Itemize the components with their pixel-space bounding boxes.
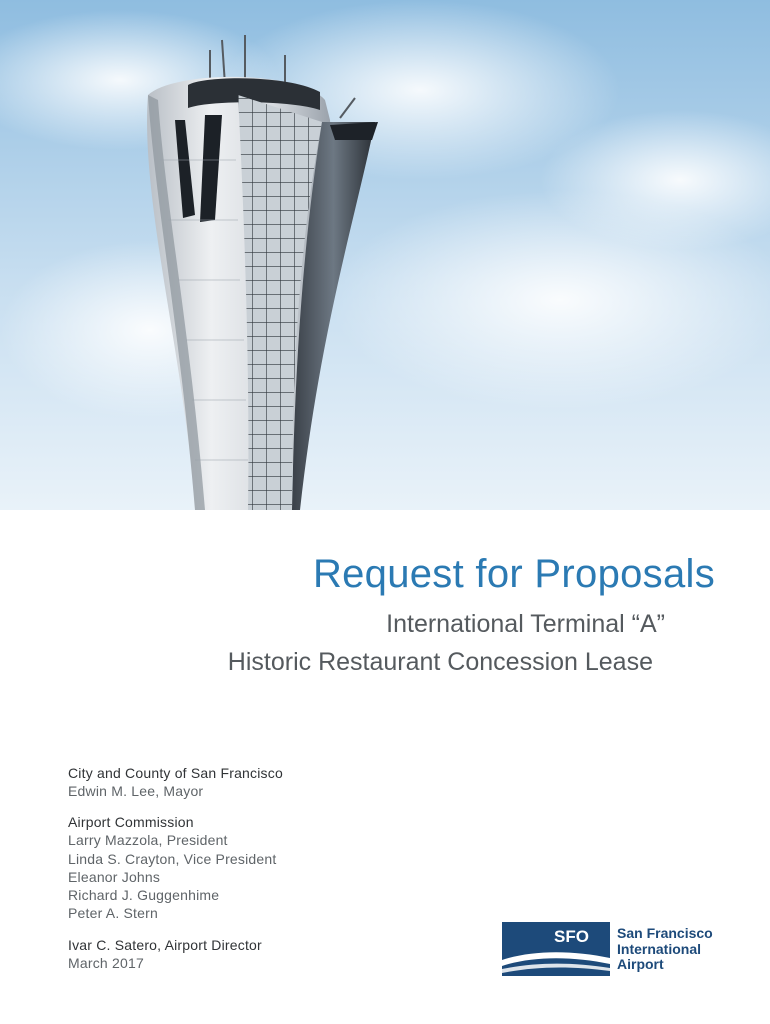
document-date: March 2017 <box>68 954 144 971</box>
commissioner-name: Larry Mazzola, President <box>68 832 228 849</box>
logo-line: San Francisco <box>617 925 713 941</box>
commissioner-name: Richard J. Guggenhime <box>68 887 220 904</box>
city-heading: City and County of San Francisco <box>68 765 283 781</box>
sfo-logo <box>502 922 732 978</box>
subtitle-terminal: International Terminal “A” <box>386 610 665 638</box>
mayor-name: Edwin M. Lee, Mayor <box>68 783 204 799</box>
commission-heading: Airport Commission <box>68 814 194 831</box>
hero-image <box>0 0 770 510</box>
subtitle-lease: Historic Restaurant Concession Lease <box>227 648 653 676</box>
logo-line: Airport <box>617 956 664 973</box>
commissioner-name: Linda S. Crayton, Vice President <box>68 850 277 867</box>
director-heading: Ivar C. Satero, Airport Director <box>68 936 262 953</box>
title-block <box>228 548 715 678</box>
sfo-badge-text: SFO <box>554 927 589 946</box>
control-tower-image <box>0 0 770 510</box>
logo-line: International <box>617 940 702 957</box>
sfo-logo-icon <box>502 922 610 976</box>
commissioner-name: Eleanor Johns <box>68 868 161 885</box>
page-title: Request for Proposals <box>312 552 715 596</box>
city-group <box>68 764 283 800</box>
director-group <box>68 936 283 972</box>
officials-list <box>68 764 283 985</box>
sfo-logo-text <box>617 926 713 973</box>
commission-group <box>68 813 283 922</box>
commissioner-name: Peter A. Stern <box>68 905 158 922</box>
